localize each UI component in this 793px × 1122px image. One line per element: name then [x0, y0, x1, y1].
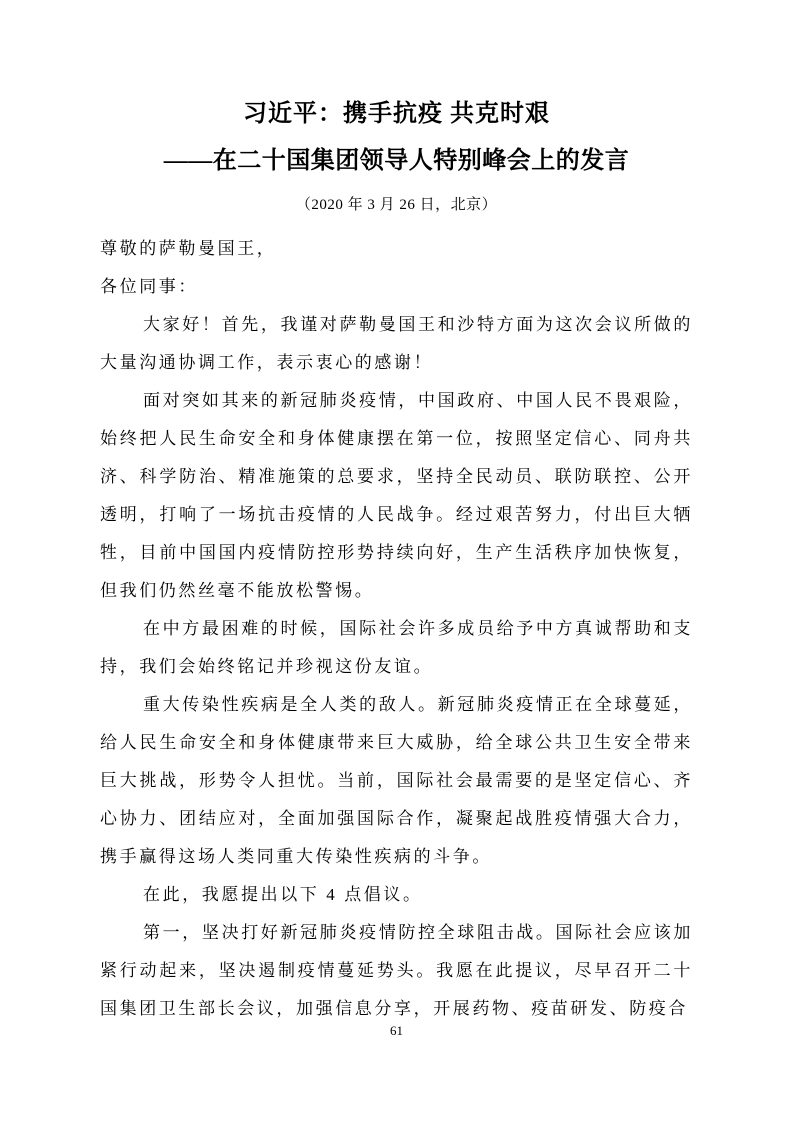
- document-content: [100, 99, 693, 1028]
- paragraph: 第一，坚决打好新冠肺炎疫情防控全球阻击战。国际社会应该加紧行动起来，坚决遏制疫情蔓延势头。我愿在此提议，尽早召开二十国集团卫生部长会议，加强信息分享，开展药物、疫苗研发、防疫合: [100, 923, 693, 1018]
- paragraph: 面对突如其来的新冠肺炎疫情，中国政府、中国人民不畏艰险，始终把人民生命安全和身体健康摆在第一位，按照坚定信心、同舟共济、科学防治、精准施策的总要求，坚持全民动员、联防联控、公开透明，打响了一场抗击疫情的人民战争。经过艰苦努力，付出巨大牺牲，目前中国国内疫情防控形势持续向好，生产生活秩序加快恢复，但我们仍然丝毫不能放松警惕。: [100, 391, 693, 600]
- page-number: 61: [390, 1023, 403, 1038]
- paragraph: 在此，我愿提出以下 4 点倡议。: [143, 885, 423, 904]
- document-subtitle: ——在二十国集团领导人特别峰会上的发言: [163, 148, 630, 174]
- paragraph: 在中方最困难的时候，国际社会许多成员给予中方真诚帮助和支持，我们会始终铭记并珍视这份友谊。: [100, 619, 693, 676]
- paragraph: 各位同事：: [100, 277, 198, 296]
- paragraph: 尊敬的萨勒曼国王，: [100, 239, 277, 258]
- document-body: [100, 230, 693, 1028]
- dateline: （2020 年 3 月 26 日，北京）: [295, 197, 498, 213]
- document-title: 习近平：携手抗疫 共克时艰: [243, 101, 550, 127]
- paragraph: 大家好！首先，我谨对萨勒曼国王和沙特方面为这次会议所做的大量沟通协调工作，表示衷心的感谢！: [100, 315, 693, 372]
- paragraph: 重大传染性疾病是全人类的敌人。新冠肺炎疫情正在全球蔓延，给人民生命安全和身体健康带来巨大威胁，给全球公共卫生安全带来巨大挑战，形势令人担忧。当前，国际社会最需要的是坚定信心、齐心协力、团结应对，全面加强国际合作，凝聚起战胜疫情强大合力，携手赢得这场人类同重大传染性疾病的斗争。: [100, 695, 693, 866]
